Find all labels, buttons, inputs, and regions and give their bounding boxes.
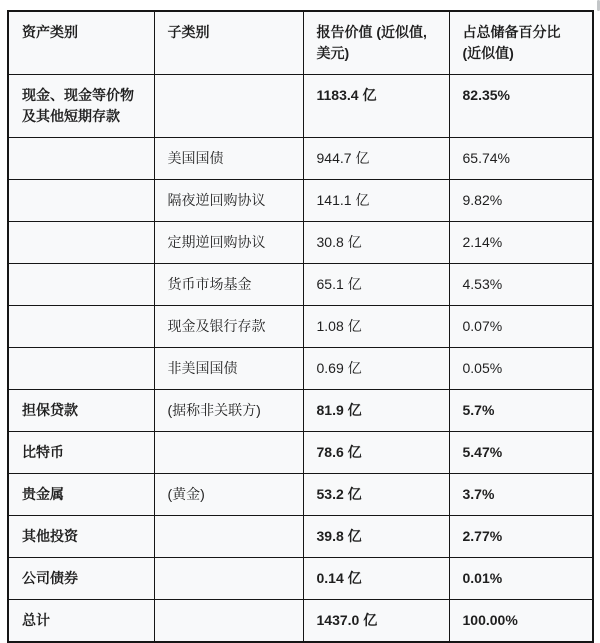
subcategory-cell: 非美国国债 (154, 348, 303, 390)
subcategory-cell (154, 432, 303, 474)
table-row (8, 390, 593, 432)
table-row (8, 348, 593, 390)
reported-value-cell: 141.1 亿 (303, 180, 449, 222)
asset-category-cell (8, 138, 154, 180)
asset-category-cell: 公司债券 (8, 558, 154, 600)
subcategory-cell (154, 558, 303, 600)
reserve-percent-cell: 5.47% (449, 432, 593, 474)
table-row (8, 474, 593, 516)
asset-category-cell: 总计 (8, 600, 154, 643)
subcategory-cell: 货币市场基金 (154, 264, 303, 306)
asset-category-cell (8, 264, 154, 306)
table-row (8, 600, 593, 643)
asset-category-cell: 其他投资 (8, 516, 154, 558)
table-row (8, 138, 593, 180)
table-row (8, 516, 593, 558)
table-row (8, 306, 593, 348)
reserve-percent-cell: 0.01% (449, 558, 593, 600)
reserve-percent-cell: 0.07% (449, 306, 593, 348)
subcategory-cell: 定期逆回购协议 (154, 222, 303, 264)
reserve-percent-cell: 100.00% (449, 600, 593, 643)
subcategory-cell (154, 75, 303, 138)
reserve-percent-cell: 4.53% (449, 264, 593, 306)
table-row (8, 264, 593, 306)
asset-category-cell (8, 180, 154, 222)
reserve-percent-cell: 3.7% (449, 474, 593, 516)
reported-value-cell: 1.08 亿 (303, 306, 449, 348)
header-asset-category: 资产类别 (8, 11, 154, 75)
asset-reserves-table (7, 10, 594, 643)
table-row (8, 222, 593, 264)
reserve-percent-cell: 2.77% (449, 516, 593, 558)
reserve-percent-cell: 9.82% (449, 180, 593, 222)
reported-value-cell: 0.14 亿 (303, 558, 449, 600)
reported-value-cell: 65.1 亿 (303, 264, 449, 306)
asset-category-cell (8, 222, 154, 264)
table-row (8, 180, 593, 222)
reported-value-cell: 1183.4 亿 (303, 75, 449, 138)
header-reported-value: 报告价值 (近似值, 美元) (303, 11, 449, 75)
reported-value-cell: 0.69 亿 (303, 348, 449, 390)
table-row (8, 558, 593, 600)
reported-value-cell: 53.2 亿 (303, 474, 449, 516)
reserve-percent-cell: 0.05% (449, 348, 593, 390)
asset-category-cell (8, 306, 154, 348)
table-row (8, 75, 593, 138)
reserve-percent-cell: 82.35% (449, 75, 593, 138)
table-header-row (8, 11, 593, 75)
header-subcategory: 子类别 (154, 11, 303, 75)
header-reserve-percent: 占总储备百分比 (近似值) (449, 11, 593, 75)
asset-category-cell: 比特币 (8, 432, 154, 474)
asset-category-cell: 担保贷款 (8, 390, 154, 432)
reported-value-cell: 1437.0 亿 (303, 600, 449, 643)
subcategory-cell (154, 600, 303, 643)
subcategory-cell (154, 516, 303, 558)
reported-value-cell: 81.9 亿 (303, 390, 449, 432)
asset-category-cell: 现金、现金等价物及其他短期存款 (8, 75, 154, 138)
asset-category-cell: 贵金属 (8, 474, 154, 516)
subcategory-cell: 现金及银行存款 (154, 306, 303, 348)
reported-value-cell: 39.8 亿 (303, 516, 449, 558)
reported-value-cell: 944.7 亿 (303, 138, 449, 180)
reported-value-cell: 30.8 亿 (303, 222, 449, 264)
subcategory-cell: (据称非关联方) (154, 390, 303, 432)
reserve-percent-cell: 2.14% (449, 222, 593, 264)
reported-value-cell: 78.6 亿 (303, 432, 449, 474)
subcategory-cell: 美国国债 (154, 138, 303, 180)
table-row (8, 432, 593, 474)
subcategory-cell: 隔夜逆回购协议 (154, 180, 303, 222)
asset-category-cell (8, 348, 154, 390)
reserve-percent-cell: 5.7% (449, 390, 593, 432)
reserve-percent-cell: 65.74% (449, 138, 593, 180)
asset-table-body (8, 75, 593, 643)
subcategory-cell: (黄金) (154, 474, 303, 516)
